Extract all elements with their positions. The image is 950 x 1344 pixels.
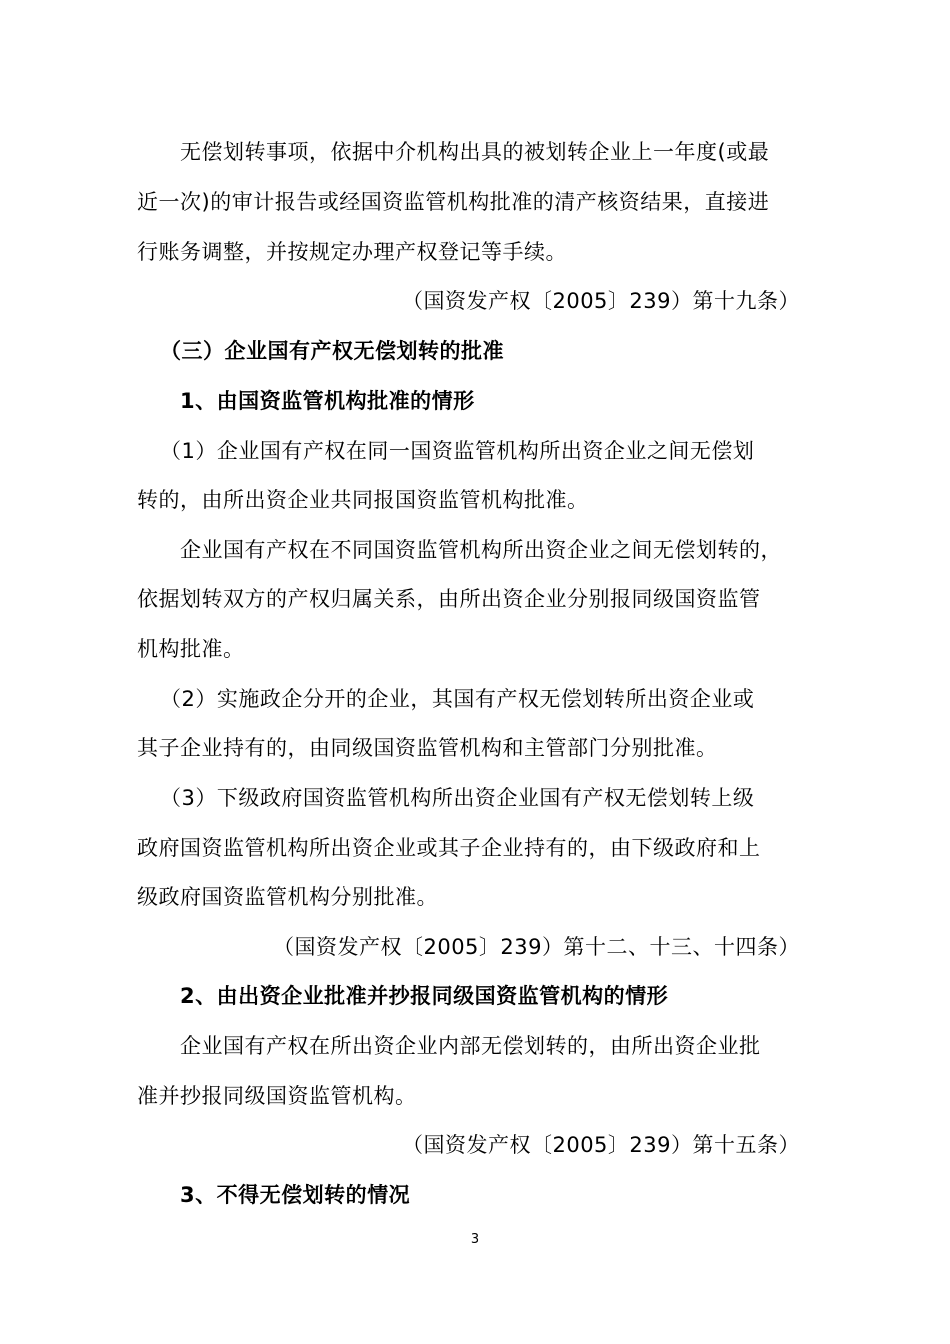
list-item-line: 政府国资监管机构所出资企业或其子企业持有的，由下级政府和上 — [137, 836, 761, 860]
section-heading: （三）企业国有产权无偿划转的批准 — [160, 339, 504, 363]
list-item-line: （2）实施政企分开的企业，其国有产权无偿划转所出资企业或 — [160, 687, 755, 711]
paragraph-line: 企业国有产权在不同国资监管机构所出资企业之间无偿划转的， — [180, 538, 782, 562]
paragraph-line: 近一次)的审计报告或经国资监管机构批准的清产核资结果，直接进 — [137, 190, 770, 214]
subsection-heading: 3、不得无偿划转的情况 — [180, 1183, 411, 1207]
list-item-line: （1）企业国有产权在同一国资监管机构所出资企业之间无偿划 — [160, 439, 755, 463]
paragraph-line: 机构批准。 — [137, 637, 245, 661]
subsection-heading: 1、由国资监管机构批准的情形 — [180, 389, 475, 413]
page-number: 3 — [470, 1232, 480, 1247]
list-item-line: （3）下级政府国资监管机构所出资企业国有产权无偿划转上级 — [160, 786, 755, 810]
citation-reference: （国资发产权〔2005〕239）第十二、十三、十四条） — [272, 935, 800, 959]
paragraph-line: 无偿划转事项，依据中介机构出具的被划转企业上一年度(或最 — [180, 140, 770, 164]
paragraph-line: 企业国有产权在所出资企业内部无偿划转的，由所出资企业批 — [180, 1034, 761, 1058]
citation-reference: （国资发产权〔2005〕239）第十五条） — [401, 1133, 800, 1157]
list-item-line: 级政府国资监管机构分别批准。 — [137, 885, 438, 909]
subsection-heading: 2、由出资企业批准并抄报同级国资监管机构的情形 — [180, 984, 669, 1008]
list-item-line: 转的，由所出资企业共同报国资监管机构批准。 — [137, 488, 589, 512]
list-item-line: 其子企业持有的，由同级国资监管机构和主管部门分别批准。 — [137, 736, 718, 760]
paragraph-line: 准并抄报同级国资监管机构。 — [137, 1084, 417, 1108]
citation-reference: （国资发产权〔2005〕239）第十九条） — [401, 289, 800, 313]
paragraph-line: 依据划转双方的产权归属关系，由所出资企业分别报同级国资监管 — [137, 587, 761, 611]
paragraph-line: 行账务调整，并按规定办理产权登记等手续。 — [137, 240, 567, 264]
